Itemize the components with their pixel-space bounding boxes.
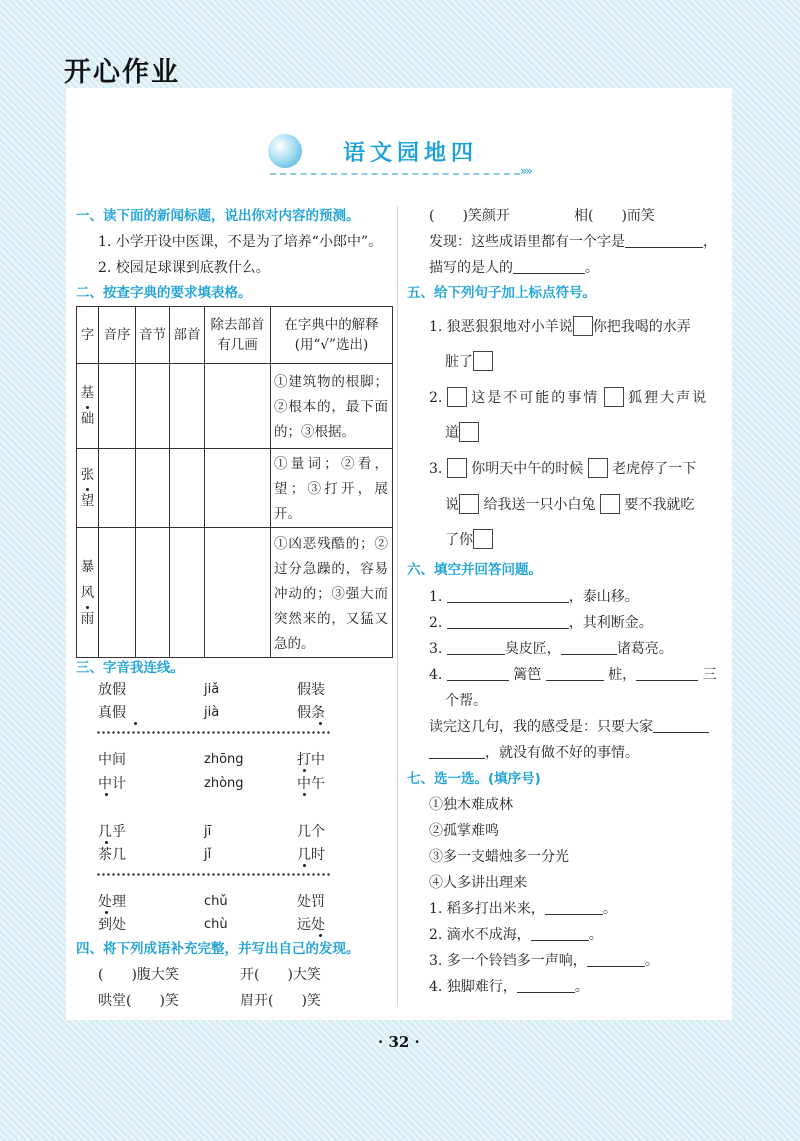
punctuation-box[interactable] (447, 387, 467, 407)
sentence-number: 3. (429, 461, 443, 477)
q-number: 4. (429, 667, 443, 683)
sec5-heading: 五、给下列句子加上标点符号。 (407, 285, 596, 301)
match-pinyin[interactable]: jī (204, 824, 212, 839)
answer-blank[interactable] (517, 978, 575, 993)
sec7-heading: 七、选一选。(填序号) (407, 771, 541, 787)
emphasis-dot (134, 722, 137, 725)
table-row (77, 449, 393, 528)
sec2-heading: 二、按查字典的要求填表格。 (76, 285, 252, 301)
option-item: ④人多讲出理来 (429, 875, 527, 891)
finding-text: 发现：这些成语里都有一个字是 (429, 234, 625, 250)
q-text: 。 (644, 953, 659, 969)
match-word-right[interactable]: 打中 (297, 752, 325, 768)
sentence-text: 狐狸大声说 (628, 390, 709, 406)
answer-cell[interactable] (205, 364, 271, 449)
q-text: 。 (588, 927, 603, 943)
q-text: 4. 独脚难行， (429, 979, 517, 995)
punctuation-box[interactable] (473, 351, 493, 371)
idiom-blank[interactable]: 哄堂( )笑 (98, 993, 179, 1009)
answer-cell[interactable] (136, 449, 170, 528)
word-char: 张 (81, 462, 95, 488)
answer-cell[interactable] (205, 449, 271, 528)
fill-blank[interactable] (561, 640, 617, 655)
punct-sentence (429, 387, 708, 407)
explain-cell[interactable]: ①凶恶残酷的；②过分急躁的，容易冲动的；③强大而突然来的，又猛又急的。 (271, 528, 393, 658)
word-cell (77, 449, 99, 528)
word-char: 础 (80, 411, 95, 427)
answer-cell[interactable] (99, 528, 136, 658)
explain-cell[interactable]: ①量词；②看，望；③打开，展开。 (271, 449, 393, 528)
finding-punct: 。 (585, 260, 599, 276)
dictionary-table (76, 306, 393, 658)
q-text: 臭皮匠， (504, 641, 561, 657)
punctuation-box[interactable] (459, 422, 479, 442)
finding-blank[interactable] (625, 233, 703, 248)
emphasis-dot (105, 793, 108, 796)
word-char: 望 (80, 493, 95, 509)
answer-blank[interactable] (587, 952, 645, 967)
idiom-blank[interactable]: 开( )大笑 (240, 967, 321, 983)
fill-blank[interactable] (447, 614, 569, 629)
fill-blank[interactable] (447, 666, 509, 681)
sec6-heading: 六、填空并回答问题。 (407, 562, 542, 578)
word-char: 基 (81, 380, 95, 406)
punct-sentence (445, 494, 694, 514)
answer-cell[interactable] (170, 528, 205, 658)
q-text: 1. 稻多打出米来， (429, 901, 545, 917)
match-word-right[interactable]: 中午 (297, 776, 325, 792)
q-text: 三 (702, 667, 717, 683)
punctuation-box[interactable] (573, 316, 593, 336)
answer-cell[interactable] (136, 528, 170, 658)
finding-text: 描写的是人的 (429, 260, 513, 276)
select-question (429, 978, 589, 996)
table-row (77, 364, 393, 449)
col-header: 字 (77, 307, 99, 364)
sentence-text: 你明天中午的时候 (471, 461, 584, 477)
match-pinyin[interactable]: jiǎ (204, 682, 220, 697)
idiom-blank[interactable]: 眉开( )笑 (240, 993, 321, 1009)
col-header: 音序 (99, 307, 136, 364)
match-word-right[interactable]: 假装 (297, 682, 325, 698)
wavy-divider (96, 873, 330, 876)
fill-line (429, 666, 717, 684)
finding-line (429, 259, 599, 277)
q-text: 读完这几句，我的感受是：只要大家 (429, 719, 653, 735)
punctuation-box[interactable] (459, 494, 479, 514)
fill-line (429, 614, 653, 632)
match-word-right[interactable]: 假条 (297, 705, 325, 721)
answer-cell[interactable] (136, 364, 170, 449)
match-word-right[interactable]: 处罚 (297, 894, 325, 910)
q-text: 桩， (608, 667, 637, 683)
punct-sentence (429, 458, 696, 478)
q-text: 3. 多一个铃铛多一声响， (429, 953, 587, 969)
answer-cell[interactable] (170, 449, 205, 528)
match-pinyin[interactable]: zhōng (204, 752, 244, 767)
option-item: ③多一支蜡烛多一分光 (429, 849, 569, 865)
q-text: 篱笆 (513, 667, 542, 683)
answer-blank[interactable] (545, 900, 603, 915)
fill-blank[interactable] (636, 666, 698, 681)
q-text: 诸葛亮。 (616, 641, 673, 657)
q-text: 。 (602, 901, 617, 917)
match-word-right[interactable]: 几个 (297, 824, 325, 840)
sentence-text: 脏了 (445, 354, 473, 370)
col-header: 部首 (170, 307, 205, 364)
finding-line (429, 233, 717, 251)
emphasis-dot (105, 841, 108, 844)
punct-sentence (445, 529, 493, 549)
column-divider (397, 206, 398, 1006)
match-word-left[interactable]: 处理 (98, 894, 126, 910)
finding-punct: ， (703, 234, 717, 250)
q-number: 3. (429, 641, 443, 657)
emphasis-dot (303, 769, 306, 772)
punctuation-box[interactable] (604, 387, 624, 407)
page-number: · 32 · (378, 1033, 420, 1051)
sentence-text: 老虎停了一下 (612, 461, 697, 477)
sec4-heading: 四、将下列成语补充完整，并写出自己的发现。 (76, 941, 360, 957)
punctuation-box[interactable] (600, 494, 620, 514)
emphasis-dot (303, 793, 306, 796)
answer-blank[interactable] (531, 926, 589, 941)
sentence-text: 了你 (445, 532, 473, 548)
match-word-right[interactable]: 几时 (297, 847, 325, 863)
q-number: 1. (429, 589, 443, 605)
match-word-right[interactable]: 远处 (297, 917, 325, 933)
sentence-text: 要不我就吃 (624, 497, 695, 513)
option-item: ①独木难成林 (429, 797, 513, 813)
q-text: 2. 滴水不成海， (429, 927, 531, 943)
match-word-left[interactable]: 中计 (98, 776, 126, 792)
fill-blank[interactable] (429, 744, 485, 759)
explain-cell[interactable]: ①建筑物的根脚；②根本的，最下面的；③根据。 (271, 364, 393, 449)
q-text: ，其利断金。 (568, 615, 653, 631)
word-char: 风 (81, 580, 95, 606)
word-cell (77, 528, 99, 658)
sentence-text: 1. 狼恶狠狠地对小羊说 (429, 319, 573, 335)
table-row (77, 528, 393, 658)
punctuation-box[interactable] (588, 458, 608, 478)
option-item: ②孤掌难鸣 (429, 823, 499, 839)
page-title: 语文园地四 (343, 141, 479, 166)
sentence-number: 2. (429, 390, 443, 406)
sec1-item: 2. 校园足球课到底教什么。 (98, 260, 270, 276)
answer-cell[interactable] (205, 528, 271, 658)
feeling-line (429, 718, 709, 736)
col-header: 在字典中的解释(用“√”选出) (271, 307, 393, 364)
punct-sentence (445, 422, 479, 442)
title-arrow-icon: »» (520, 164, 531, 178)
fill-blank[interactable] (447, 588, 569, 603)
emphasis-dot (319, 934, 322, 937)
select-question (429, 900, 617, 918)
emphasis-dot (319, 722, 322, 725)
feeling-line (429, 744, 639, 762)
emphasis-dot (303, 864, 306, 867)
word-cell (77, 364, 99, 449)
punct-sentence (429, 316, 691, 336)
answer-cell[interactable] (99, 449, 136, 528)
match-word-left[interactable]: 真假 (98, 705, 126, 721)
fill-blank[interactable] (447, 640, 505, 655)
answer-cell[interactable] (99, 364, 136, 449)
match-word-left[interactable]: 中间 (98, 752, 126, 768)
punct-sentence (445, 351, 493, 371)
word-char: 雨 (80, 610, 95, 627)
select-question (429, 926, 603, 944)
sentence-text: 你把我喝的水弄 (592, 319, 691, 335)
match-word-left[interactable]: 到处 (98, 917, 126, 933)
fill-line: 个帮。 (445, 693, 487, 709)
select-question (429, 952, 659, 970)
idiom-blank[interactable]: ( )腹大笑 (98, 967, 179, 983)
fill-blank[interactable] (546, 666, 604, 681)
sentence-text: 说 (445, 497, 459, 513)
punctuation-box[interactable] (473, 529, 493, 549)
sec1-heading: 一、读下面的新闻标题，说出你对内容的预测。 (76, 208, 360, 224)
table-header-row (77, 307, 393, 364)
match-word-left[interactable]: 茶几 (98, 847, 126, 863)
wavy-divider (96, 731, 330, 734)
brand-logo: 开心作业 (64, 57, 180, 88)
idiom-blank[interactable]: ( )笑颜开 (429, 208, 510, 224)
q-text: ，泰山移。 (568, 589, 639, 605)
match-pinyin[interactable]: chù (204, 917, 228, 932)
sentence-text: 这是不可能的事情 (471, 390, 600, 406)
sec3-heading: 三、字音我连线。 (76, 660, 184, 676)
q-number: 2. (429, 615, 443, 631)
match-word-left[interactable]: 放假 (98, 682, 126, 698)
word-char: 暴 (80, 558, 95, 575)
page-title-block (268, 131, 540, 183)
emphasis-dot (105, 911, 108, 914)
q-text: ，就没有做不好的事情。 (485, 745, 639, 761)
fill-line (429, 640, 673, 658)
punctuation-box[interactable] (447, 458, 467, 478)
q-text: 。 (574, 979, 589, 995)
title-underline (270, 173, 520, 175)
col-header: 除去部首有几画 (205, 307, 271, 364)
sentence-text: 道 (445, 425, 459, 441)
title-bubble-icon (268, 134, 302, 168)
answer-cell[interactable] (170, 364, 205, 449)
match-pinyin[interactable]: chǔ (204, 894, 228, 909)
match-pinyin[interactable]: jǐ (204, 847, 212, 862)
match-word-left[interactable]: 几乎 (98, 824, 126, 840)
col-header: 音节 (136, 307, 170, 364)
sentence-text: 给我送一只小白兔 (483, 497, 596, 513)
match-pinyin[interactable]: zhòng (204, 776, 244, 791)
match-pinyin[interactable]: jià (204, 705, 220, 720)
fill-blank[interactable] (653, 718, 709, 733)
sec1-item: 1. 小学开设中医课，不是为了培养“小郎中”。 (98, 234, 383, 250)
finding-blank[interactable] (513, 259, 585, 274)
fill-line (429, 588, 639, 606)
idiom-blank[interactable]: 相( )而笑 (574, 208, 655, 224)
